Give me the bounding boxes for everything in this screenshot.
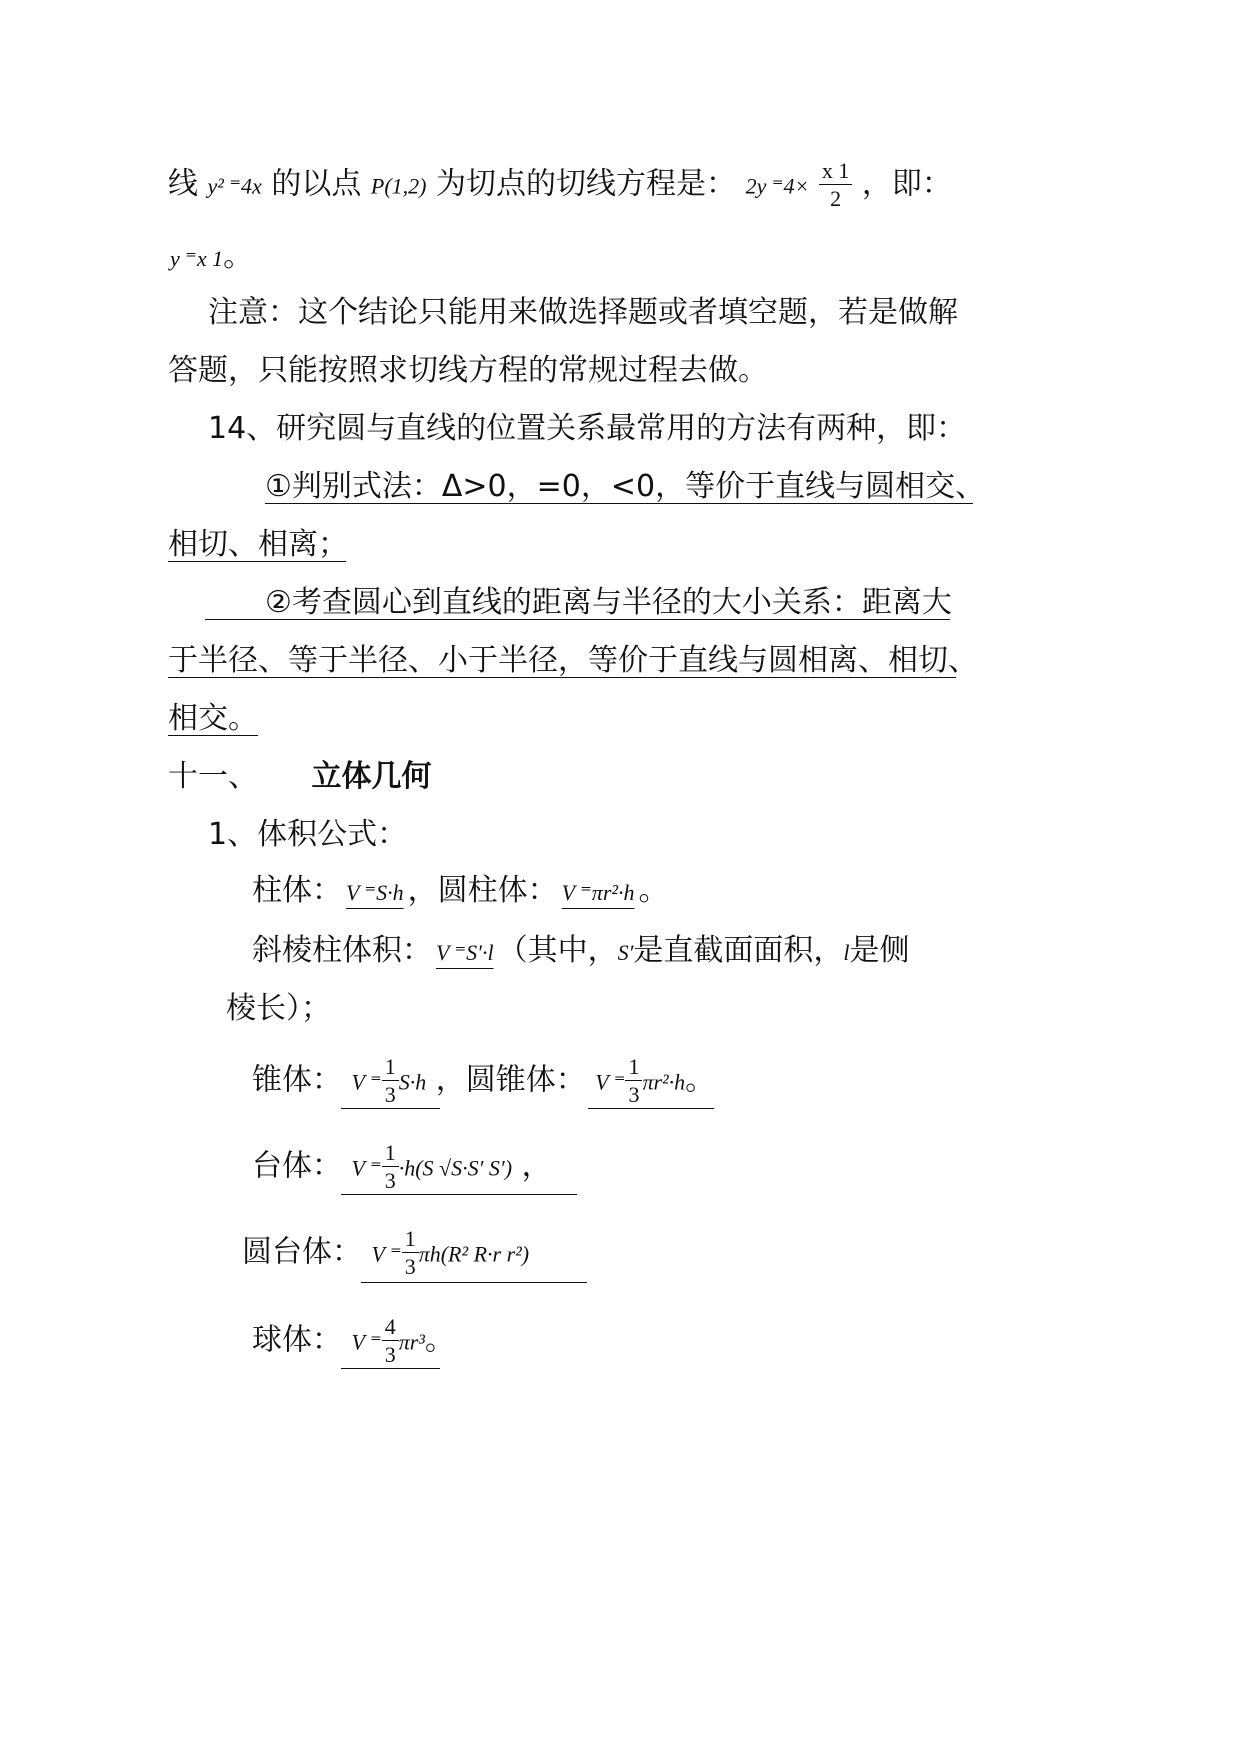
text: 线	[168, 166, 198, 202]
method-2-line-3: 相交。	[168, 701, 258, 736]
text: 。	[223, 239, 254, 274]
text: 是侧	[849, 933, 910, 968]
volume-title: 1、体积公式：	[208, 817, 408, 852]
round-frustum-formula	[242, 1228, 529, 1278]
text: 为切点的切线方程是：	[436, 166, 737, 202]
tangent-result	[170, 240, 253, 273]
math: S·h	[398, 1069, 427, 1095]
math: l	[843, 940, 850, 965]
frustum-formula	[252, 1142, 552, 1192]
math: V ⁼πr²·h	[561, 880, 635, 905]
fraction: $\frac{1}{3}$	[382, 1056, 399, 1106]
underline	[341, 1194, 577, 1195]
math: V ⁼	[371, 1241, 402, 1267]
text: （其中，	[497, 933, 618, 968]
method-2-line-1: ②考查圆心到直线的距离与半径的大小关系：距离大	[265, 585, 952, 620]
math-point: P(1,2)	[370, 173, 427, 199]
math: V ⁼	[595, 1069, 626, 1095]
underline	[341, 1108, 440, 1109]
text: 。	[638, 873, 669, 908]
fraction: $\frac{1}{3}$	[625, 1056, 642, 1106]
fraction: $\frac{4}{3}$	[382, 1316, 399, 1366]
tangent-line-sentence	[168, 160, 952, 210]
math: πh(R² R·r r²)	[418, 1241, 530, 1267]
method-1-line-2: 相切、相离；	[168, 527, 348, 562]
underline	[265, 503, 973, 504]
label: 台体：	[252, 1148, 342, 1184]
section-title: 立体几何	[311, 759, 432, 794]
underline	[588, 1108, 714, 1109]
math: V ⁼S′·l	[436, 940, 494, 965]
math: πr²·h	[642, 1069, 686, 1095]
underline	[205, 619, 950, 620]
note-line-1: 注意：这个结论只能用来做选择题或者填空题，若是做解	[208, 295, 958, 330]
math-curve: y² ⁼4x	[207, 173, 262, 199]
text: ，圆锥体：	[435, 1062, 586, 1098]
text: ，	[521, 1148, 552, 1184]
prism-formula	[252, 874, 669, 907]
math-lhs: 2y ⁼4×	[745, 173, 810, 199]
text: 是直截面面积，	[633, 933, 844, 968]
math: ·h(S √S·S′ S′)	[398, 1155, 513, 1181]
math: V ⁼S·h	[346, 880, 404, 905]
fraction: $\frac{x 1}{2}$	[819, 160, 853, 210]
math: V ⁼	[351, 1069, 382, 1095]
label: 斜棱柱体积：	[252, 933, 432, 968]
section-number: 十一、	[168, 759, 258, 794]
method-1-line-1: ①判别式法：Δ>0，=0，<0，等价于直线与圆相交、	[265, 469, 986, 504]
underline	[361, 1282, 587, 1283]
note-line-2: 答题，只能按照求切线方程的常规过程去做。	[168, 353, 768, 388]
math-result: y ⁼x 1	[170, 246, 224, 271]
oblique-prism-formula	[252, 934, 910, 967]
underline	[341, 1368, 440, 1369]
label: 圆台体：	[242, 1234, 362, 1270]
oblique-prism-cont: 棱长）；	[226, 991, 331, 1026]
label: 锥体：	[252, 1062, 342, 1098]
underline	[168, 677, 956, 678]
math: V ⁼	[351, 1329, 382, 1355]
underline	[168, 561, 346, 562]
fraction: $\frac{1}{3}$	[382, 1142, 399, 1192]
sphere-formula	[252, 1316, 455, 1366]
label: 柱体：	[252, 873, 342, 908]
text: 的以点	[271, 166, 362, 202]
math: V ⁼	[351, 1155, 382, 1181]
math: S′	[617, 940, 634, 965]
text: ，圆柱体：	[407, 873, 558, 908]
text: ，即：	[861, 166, 952, 202]
text: 。	[424, 1322, 455, 1358]
fraction: $\frac{1}{3}$	[402, 1228, 419, 1278]
section-heading	[168, 760, 432, 793]
underline	[168, 735, 258, 736]
label: 球体：	[252, 1322, 342, 1358]
math: πr³	[398, 1329, 425, 1355]
item-14: 14、研究圆与直线的位置关系最常用的方法有两种，即：	[208, 411, 967, 446]
cone-formula	[252, 1056, 715, 1106]
method-2-line-2: 于半径、等于半径、小于半径，等价于直线与圆相离、相切、	[168, 643, 978, 678]
text: 。	[685, 1062, 716, 1098]
